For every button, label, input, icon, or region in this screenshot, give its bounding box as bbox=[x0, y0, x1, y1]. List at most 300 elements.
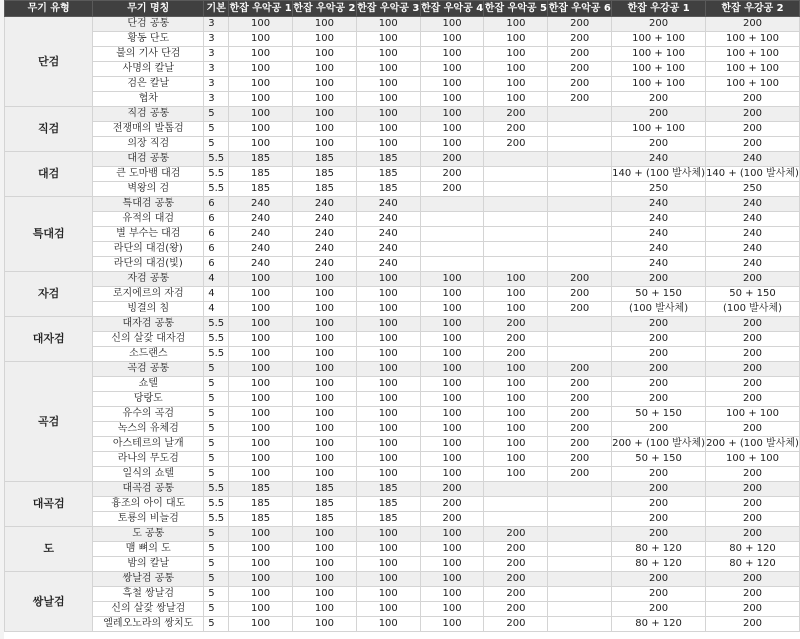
value-cell[interactable]: 240 bbox=[229, 197, 293, 212]
value-cell[interactable]: 100 + 100 bbox=[612, 32, 706, 47]
value-cell[interactable] bbox=[484, 257, 548, 272]
value-cell[interactable]: 100 bbox=[229, 317, 293, 332]
weapon-name-cell[interactable]: 도 공통 bbox=[93, 527, 204, 542]
value-cell[interactable]: 140 + (100 발사체) bbox=[706, 167, 800, 182]
value-cell[interactable]: 100 bbox=[484, 377, 548, 392]
value-cell[interactable]: 100 bbox=[356, 452, 420, 467]
value-cell[interactable]: 200 bbox=[612, 572, 706, 587]
value-cell[interactable]: 200 bbox=[706, 362, 800, 377]
value-cell[interactable]: 200 bbox=[612, 497, 706, 512]
column-header[interactable]: 한잡 우악공 4 bbox=[420, 1, 484, 17]
value-cell[interactable]: 100 bbox=[229, 62, 293, 77]
weapon-name-cell[interactable]: 맴 뼈의 도 bbox=[93, 542, 204, 557]
value-cell[interactable]: 240 bbox=[706, 212, 800, 227]
value-cell[interactable]: 100 bbox=[356, 467, 420, 482]
value-cell[interactable] bbox=[484, 182, 548, 197]
weapon-name-cell[interactable]: 황동 단도 bbox=[93, 32, 204, 47]
value-cell[interactable]: 200 bbox=[548, 407, 612, 422]
base-value-cell[interactable]: 5 bbox=[204, 137, 229, 152]
value-cell[interactable] bbox=[548, 347, 612, 362]
value-cell[interactable]: 200 bbox=[612, 362, 706, 377]
value-cell[interactable] bbox=[548, 542, 612, 557]
value-cell[interactable]: 100 bbox=[293, 407, 357, 422]
weapon-name-cell[interactable]: 당랑도 bbox=[93, 392, 204, 407]
value-cell[interactable] bbox=[548, 587, 612, 602]
weapon-type-cell[interactable]: 단검 bbox=[5, 17, 93, 107]
value-cell[interactable]: 240 bbox=[293, 212, 357, 227]
value-cell[interactable]: 100 bbox=[356, 572, 420, 587]
value-cell[interactable]: 100 bbox=[293, 587, 357, 602]
value-cell[interactable]: 200 bbox=[548, 467, 612, 482]
value-cell[interactable]: 100 bbox=[229, 452, 293, 467]
value-cell[interactable]: 240 bbox=[293, 197, 357, 212]
value-cell[interactable]: 200 bbox=[420, 152, 484, 167]
weapon-name-cell[interactable]: 벽왕의 검 bbox=[93, 182, 204, 197]
value-cell[interactable]: 100 bbox=[484, 92, 548, 107]
value-cell[interactable]: 185 bbox=[293, 497, 357, 512]
value-cell[interactable]: 240 bbox=[356, 242, 420, 257]
value-cell[interactable]: 200 bbox=[484, 107, 548, 122]
value-cell[interactable]: 200 bbox=[612, 467, 706, 482]
value-cell[interactable]: 100 bbox=[293, 422, 357, 437]
value-cell[interactable]: 100 bbox=[229, 467, 293, 482]
value-cell[interactable]: 100 bbox=[356, 92, 420, 107]
value-cell[interactable]: 100 bbox=[420, 467, 484, 482]
value-cell[interactable]: 100 bbox=[420, 302, 484, 317]
weapon-name-cell[interactable]: 불의 기사 단검 bbox=[93, 47, 204, 62]
base-value-cell[interactable]: 3 bbox=[204, 77, 229, 92]
value-cell[interactable] bbox=[484, 212, 548, 227]
value-cell[interactable]: 200 bbox=[612, 92, 706, 107]
value-cell[interactable]: 100 bbox=[293, 92, 357, 107]
value-cell[interactable]: 100 bbox=[293, 392, 357, 407]
value-cell[interactable]: 100 bbox=[420, 317, 484, 332]
value-cell[interactable]: 185 bbox=[229, 482, 293, 497]
value-cell[interactable]: 200 bbox=[484, 602, 548, 617]
value-cell[interactable]: 200 bbox=[706, 587, 800, 602]
value-cell[interactable]: 100 bbox=[293, 302, 357, 317]
value-cell[interactable]: 200 bbox=[612, 332, 706, 347]
value-cell[interactable]: 100 bbox=[293, 32, 357, 47]
weapon-name-cell[interactable]: 자검 공통 bbox=[93, 272, 204, 287]
value-cell[interactable]: 100 bbox=[293, 332, 357, 347]
base-value-cell[interactable]: 3 bbox=[204, 92, 229, 107]
weapon-name-cell[interactable]: 유수의 곡검 bbox=[93, 407, 204, 422]
value-cell[interactable] bbox=[548, 122, 612, 137]
value-cell[interactable]: 80 + 120 bbox=[612, 617, 706, 632]
value-cell[interactable]: 185 bbox=[356, 152, 420, 167]
weapon-name-cell[interactable]: 의장 직검 bbox=[93, 137, 204, 152]
value-cell[interactable]: 200 bbox=[612, 512, 706, 527]
value-cell[interactable]: 200 bbox=[612, 422, 706, 437]
value-cell[interactable]: 100 bbox=[229, 572, 293, 587]
value-cell[interactable] bbox=[548, 512, 612, 527]
value-cell[interactable]: 240 bbox=[706, 257, 800, 272]
value-cell[interactable]: 200 bbox=[484, 317, 548, 332]
value-cell[interactable]: 50 + 150 bbox=[612, 452, 706, 467]
value-cell[interactable]: 100 bbox=[356, 422, 420, 437]
value-cell[interactable] bbox=[420, 212, 484, 227]
value-cell[interactable]: 240 bbox=[356, 212, 420, 227]
weapon-name-cell[interactable]: 신의 살갗 쌍날검 bbox=[93, 602, 204, 617]
value-cell[interactable]: 100 bbox=[420, 557, 484, 572]
value-cell[interactable] bbox=[484, 497, 548, 512]
value-cell[interactable]: 240 bbox=[612, 242, 706, 257]
weapon-name-cell[interactable]: 대검 공통 bbox=[93, 152, 204, 167]
value-cell[interactable]: 100 bbox=[420, 77, 484, 92]
weapon-name-cell[interactable]: 유적의 대검 bbox=[93, 212, 204, 227]
weapon-type-cell[interactable]: 특대검 bbox=[5, 197, 93, 272]
weapon-name-cell[interactable]: 대자검 공통 bbox=[93, 317, 204, 332]
base-value-cell[interactable]: 5 bbox=[204, 617, 229, 632]
value-cell[interactable]: 240 bbox=[706, 227, 800, 242]
value-cell[interactable]: 185 bbox=[229, 152, 293, 167]
value-cell[interactable] bbox=[484, 242, 548, 257]
value-cell[interactable]: 100 bbox=[484, 77, 548, 92]
value-cell[interactable]: 100 bbox=[356, 407, 420, 422]
value-cell[interactable]: 200 bbox=[420, 497, 484, 512]
value-cell[interactable] bbox=[548, 557, 612, 572]
value-cell[interactable]: 200 bbox=[706, 527, 800, 542]
value-cell[interactable]: 140 + (100 발사체) bbox=[612, 167, 706, 182]
value-cell[interactable]: 240 bbox=[612, 152, 706, 167]
value-cell[interactable]: 100 bbox=[293, 617, 357, 632]
base-value-cell[interactable]: 5.5 bbox=[204, 332, 229, 347]
value-cell[interactable] bbox=[548, 242, 612, 257]
value-cell[interactable]: 100 bbox=[484, 47, 548, 62]
value-cell[interactable]: 240 bbox=[356, 227, 420, 242]
value-cell[interactable]: 100 bbox=[356, 347, 420, 362]
value-cell[interactable]: 100 + 100 bbox=[612, 122, 706, 137]
base-value-cell[interactable]: 6 bbox=[204, 227, 229, 242]
value-cell[interactable] bbox=[548, 182, 612, 197]
value-cell[interactable]: 240 bbox=[612, 197, 706, 212]
column-header[interactable]: 기본 bbox=[204, 1, 229, 17]
value-cell[interactable]: 100 bbox=[420, 62, 484, 77]
value-cell[interactable]: 100 bbox=[293, 317, 357, 332]
value-cell[interactable]: 100 bbox=[229, 377, 293, 392]
value-cell[interactable]: 100 bbox=[356, 272, 420, 287]
value-cell[interactable]: 100 bbox=[229, 32, 293, 47]
value-cell[interactable]: 200 bbox=[706, 377, 800, 392]
value-cell[interactable] bbox=[548, 227, 612, 242]
weapon-name-cell[interactable]: 빙결의 침 bbox=[93, 302, 204, 317]
value-cell[interactable]: 100 bbox=[484, 392, 548, 407]
value-cell[interactable]: 200 bbox=[420, 512, 484, 527]
weapon-name-cell[interactable]: 쇼텔 bbox=[93, 377, 204, 392]
value-cell[interactable] bbox=[548, 527, 612, 542]
value-cell[interactable]: 100 bbox=[293, 572, 357, 587]
value-cell[interactable]: 100 bbox=[420, 527, 484, 542]
value-cell[interactable]: 100 bbox=[420, 17, 484, 32]
base-value-cell[interactable]: 4 bbox=[204, 302, 229, 317]
value-cell[interactable]: 100 bbox=[356, 122, 420, 137]
value-cell[interactable]: 100 bbox=[229, 422, 293, 437]
value-cell[interactable]: 200 bbox=[548, 392, 612, 407]
value-cell[interactable]: 100 bbox=[293, 362, 357, 377]
weapon-name-cell[interactable]: 밤의 칼날 bbox=[93, 557, 204, 572]
base-value-cell[interactable]: 5 bbox=[204, 452, 229, 467]
weapon-name-cell[interactable]: 곡검 공통 bbox=[93, 362, 204, 377]
value-cell[interactable]: 100 bbox=[229, 137, 293, 152]
value-cell[interactable]: 100 bbox=[229, 17, 293, 32]
value-cell[interactable]: 100 bbox=[356, 437, 420, 452]
value-cell[interactable]: 100 bbox=[229, 527, 293, 542]
base-value-cell[interactable]: 5 bbox=[204, 542, 229, 557]
value-cell[interactable]: 200 bbox=[548, 62, 612, 77]
weapon-name-cell[interactable]: 대곡검 공통 bbox=[93, 482, 204, 497]
value-cell[interactable]: 100 bbox=[484, 422, 548, 437]
value-cell[interactable]: 80 + 120 bbox=[612, 557, 706, 572]
value-cell[interactable]: 200 bbox=[612, 317, 706, 332]
column-header[interactable]: 무기 명칭 bbox=[93, 1, 204, 17]
column-header[interactable]: 한잡 우강공 1 bbox=[612, 1, 706, 17]
value-cell[interactable] bbox=[548, 257, 612, 272]
value-cell[interactable]: 200 bbox=[706, 617, 800, 632]
value-cell[interactable]: 200 bbox=[706, 467, 800, 482]
value-cell[interactable]: 100 bbox=[356, 362, 420, 377]
weapon-name-cell[interactable]: 단검 공통 bbox=[93, 17, 204, 32]
weapon-name-cell[interactable]: 라단의 대검(왕) bbox=[93, 242, 204, 257]
value-cell[interactable]: 200 bbox=[612, 377, 706, 392]
base-value-cell[interactable]: 5 bbox=[204, 602, 229, 617]
weapon-name-cell[interactable]: 흉조의 아이 대도 bbox=[93, 497, 204, 512]
value-cell[interactable]: 200 bbox=[548, 362, 612, 377]
value-cell[interactable]: 100 bbox=[229, 92, 293, 107]
base-value-cell[interactable]: 3 bbox=[204, 62, 229, 77]
value-cell[interactable]: 100 bbox=[484, 467, 548, 482]
base-value-cell[interactable]: 5.5 bbox=[204, 497, 229, 512]
weapon-name-cell[interactable]: 토룡의 비늘검 bbox=[93, 512, 204, 527]
base-value-cell[interactable]: 5 bbox=[204, 557, 229, 572]
base-value-cell[interactable]: 4 bbox=[204, 272, 229, 287]
column-header[interactable]: 한잡 우악공 1 bbox=[229, 1, 293, 17]
value-cell[interactable]: 100 bbox=[356, 32, 420, 47]
base-value-cell[interactable]: 4 bbox=[204, 287, 229, 302]
value-cell[interactable] bbox=[484, 227, 548, 242]
weapon-type-cell[interactable]: 쌍날검 bbox=[5, 572, 93, 632]
value-cell[interactable]: 100 bbox=[356, 77, 420, 92]
value-cell[interactable]: 100 bbox=[484, 287, 548, 302]
weapon-name-cell[interactable]: 협차 bbox=[93, 92, 204, 107]
value-cell[interactable]: 200 bbox=[548, 287, 612, 302]
value-cell[interactable]: 100 bbox=[229, 437, 293, 452]
weapon-type-cell[interactable]: 직검 bbox=[5, 107, 93, 152]
column-header[interactable]: 한잡 우강공 2 bbox=[706, 1, 800, 17]
weapon-name-cell[interactable]: 소드랜스 bbox=[93, 347, 204, 362]
value-cell[interactable]: 100 bbox=[356, 302, 420, 317]
base-value-cell[interactable]: 6 bbox=[204, 242, 229, 257]
value-cell[interactable]: 100 + 100 bbox=[706, 77, 800, 92]
value-cell[interactable]: 100 bbox=[293, 347, 357, 362]
value-cell[interactable] bbox=[548, 332, 612, 347]
value-cell[interactable]: 200 bbox=[706, 572, 800, 587]
value-cell[interactable]: 100 + 100 bbox=[706, 452, 800, 467]
value-cell[interactable]: 100 bbox=[420, 542, 484, 557]
base-value-cell[interactable]: 6 bbox=[204, 212, 229, 227]
value-cell[interactable]: 200 + (100 발사체) bbox=[612, 437, 706, 452]
value-cell[interactable]: 100 bbox=[356, 47, 420, 62]
base-value-cell[interactable]: 5 bbox=[204, 377, 229, 392]
value-cell[interactable]: 200 bbox=[612, 347, 706, 362]
value-cell[interactable]: 100 bbox=[484, 302, 548, 317]
value-cell[interactable]: 240 bbox=[293, 257, 357, 272]
value-cell[interactable]: 100 bbox=[356, 137, 420, 152]
value-cell[interactable]: 100 bbox=[356, 587, 420, 602]
value-cell[interactable]: 250 bbox=[706, 182, 800, 197]
value-cell[interactable]: 100 bbox=[484, 362, 548, 377]
value-cell[interactable]: 100 + 100 bbox=[612, 47, 706, 62]
value-cell[interactable]: 240 bbox=[356, 257, 420, 272]
value-cell[interactable]: 100 bbox=[229, 362, 293, 377]
value-cell[interactable]: 200 bbox=[706, 512, 800, 527]
weapon-name-cell[interactable]: 녹스의 유체검 bbox=[93, 422, 204, 437]
value-cell[interactable] bbox=[420, 242, 484, 257]
value-cell[interactable]: 100 bbox=[229, 107, 293, 122]
value-cell[interactable]: 200 bbox=[612, 392, 706, 407]
weapon-name-cell[interactable]: 엘레오노라의 쌍치도 bbox=[93, 617, 204, 632]
weapon-type-cell[interactable]: 대자검 bbox=[5, 317, 93, 362]
value-cell[interactable]: 200 bbox=[706, 347, 800, 362]
value-cell[interactable] bbox=[548, 617, 612, 632]
value-cell[interactable]: 100 bbox=[420, 122, 484, 137]
weapon-name-cell[interactable]: 신의 살갗 대자검 bbox=[93, 332, 204, 347]
value-cell[interactable]: 100 bbox=[229, 392, 293, 407]
value-cell[interactable] bbox=[548, 482, 612, 497]
value-cell[interactable]: 100 bbox=[484, 272, 548, 287]
value-cell[interactable]: 200 bbox=[706, 332, 800, 347]
value-cell[interactable]: 100 bbox=[420, 587, 484, 602]
value-cell[interactable]: 240 bbox=[293, 242, 357, 257]
value-cell[interactable]: 80 + 120 bbox=[706, 557, 800, 572]
value-cell[interactable]: 100 bbox=[293, 467, 357, 482]
weapon-name-cell[interactable]: 라나의 무도검 bbox=[93, 452, 204, 467]
value-cell[interactable]: 100 bbox=[420, 437, 484, 452]
value-cell[interactable]: 100 bbox=[229, 332, 293, 347]
base-value-cell[interactable]: 5 bbox=[204, 392, 229, 407]
value-cell[interactable]: 100 bbox=[420, 362, 484, 377]
base-value-cell[interactable]: 5 bbox=[204, 122, 229, 137]
value-cell[interactable]: 200 bbox=[706, 602, 800, 617]
value-cell[interactable]: 100 bbox=[356, 332, 420, 347]
value-cell[interactable]: 240 bbox=[229, 227, 293, 242]
value-cell[interactable]: 100 bbox=[420, 407, 484, 422]
value-cell[interactable]: 200 bbox=[612, 137, 706, 152]
value-cell[interactable]: 100 bbox=[420, 347, 484, 362]
value-cell[interactable]: 100 bbox=[229, 347, 293, 362]
value-cell[interactable]: 100 bbox=[420, 47, 484, 62]
value-cell[interactable] bbox=[420, 197, 484, 212]
value-cell[interactable]: 100 bbox=[420, 272, 484, 287]
value-cell[interactable]: 100 bbox=[293, 287, 357, 302]
value-cell[interactable]: 200 bbox=[484, 557, 548, 572]
value-cell[interactable]: 240 bbox=[612, 227, 706, 242]
value-cell[interactable]: 240 bbox=[706, 152, 800, 167]
value-cell[interactable] bbox=[420, 257, 484, 272]
value-cell[interactable]: 185 bbox=[293, 512, 357, 527]
value-cell[interactable]: 200 bbox=[612, 107, 706, 122]
value-cell[interactable]: 200 bbox=[548, 272, 612, 287]
value-cell[interactable] bbox=[484, 152, 548, 167]
weapon-type-cell[interactable]: 곡검 bbox=[5, 362, 93, 482]
value-cell[interactable]: 100 bbox=[293, 272, 357, 287]
value-cell[interactable]: 100 bbox=[293, 122, 357, 137]
base-value-cell[interactable]: 5.5 bbox=[204, 167, 229, 182]
weapon-name-cell[interactable]: 큰 도마뱀 대검 bbox=[93, 167, 204, 182]
value-cell[interactable]: 200 bbox=[612, 272, 706, 287]
base-value-cell[interactable]: 5 bbox=[204, 467, 229, 482]
value-cell[interactable]: 100 bbox=[356, 617, 420, 632]
value-cell[interactable] bbox=[548, 152, 612, 167]
value-cell[interactable]: 200 bbox=[612, 527, 706, 542]
value-cell[interactable]: 185 bbox=[293, 182, 357, 197]
weapon-type-cell[interactable]: 자검 bbox=[5, 272, 93, 317]
value-cell[interactable]: 200 bbox=[706, 122, 800, 137]
value-cell[interactable] bbox=[420, 227, 484, 242]
value-cell[interactable] bbox=[484, 482, 548, 497]
weapon-name-cell[interactable]: 일식의 쇼텔 bbox=[93, 467, 204, 482]
value-cell[interactable]: 80 + 120 bbox=[706, 542, 800, 557]
value-cell[interactable]: 100 bbox=[420, 377, 484, 392]
value-cell[interactable]: 200 bbox=[484, 617, 548, 632]
value-cell[interactable]: 100 bbox=[484, 17, 548, 32]
value-cell[interactable]: 200 bbox=[548, 302, 612, 317]
value-cell[interactable]: 200 bbox=[548, 32, 612, 47]
value-cell[interactable] bbox=[548, 107, 612, 122]
value-cell[interactable]: 200 bbox=[706, 422, 800, 437]
value-cell[interactable]: 100 bbox=[356, 377, 420, 392]
value-cell[interactable]: 200 bbox=[484, 587, 548, 602]
value-cell[interactable]: 100 bbox=[293, 602, 357, 617]
value-cell[interactable]: 200 bbox=[420, 182, 484, 197]
value-cell[interactable] bbox=[484, 167, 548, 182]
value-cell[interactable]: 200 bbox=[548, 377, 612, 392]
weapon-name-cell[interactable]: 흑철 쌍날검 bbox=[93, 587, 204, 602]
value-cell[interactable]: 100 bbox=[229, 302, 293, 317]
value-cell[interactable] bbox=[484, 512, 548, 527]
base-value-cell[interactable]: 3 bbox=[204, 17, 229, 32]
value-cell[interactable]: 100 bbox=[229, 617, 293, 632]
value-cell[interactable]: 200 bbox=[420, 167, 484, 182]
column-header[interactable]: 한잡 우악공 5 bbox=[484, 1, 548, 17]
base-value-cell[interactable]: 5.5 bbox=[204, 347, 229, 362]
value-cell[interactable]: 240 bbox=[706, 197, 800, 212]
value-cell[interactable]: 100 bbox=[420, 287, 484, 302]
value-cell[interactable]: 100 + 100 bbox=[706, 47, 800, 62]
value-cell[interactable] bbox=[548, 197, 612, 212]
value-cell[interactable]: 240 bbox=[706, 242, 800, 257]
value-cell[interactable]: 185 bbox=[229, 182, 293, 197]
value-cell[interactable]: (100 발사체) bbox=[706, 302, 800, 317]
value-cell[interactable]: 50 + 150 bbox=[612, 407, 706, 422]
value-cell[interactable]: 200 + (100 발사체) bbox=[706, 437, 800, 452]
value-cell[interactable]: 100 bbox=[420, 92, 484, 107]
base-value-cell[interactable]: 5 bbox=[204, 437, 229, 452]
value-cell[interactable]: 200 bbox=[548, 17, 612, 32]
value-cell[interactable]: 100 bbox=[229, 272, 293, 287]
weapon-name-cell[interactable]: 직검 공통 bbox=[93, 107, 204, 122]
column-header[interactable]: 한잡 우악공 6 bbox=[548, 1, 612, 17]
value-cell[interactable]: 50 + 150 bbox=[612, 287, 706, 302]
value-cell[interactable]: 185 bbox=[293, 152, 357, 167]
value-cell[interactable] bbox=[484, 197, 548, 212]
weapon-name-cell[interactable]: 별 부수는 대검 bbox=[93, 227, 204, 242]
value-cell[interactable]: 200 bbox=[548, 47, 612, 62]
value-cell[interactable]: 200 bbox=[420, 482, 484, 497]
weapon-name-cell[interactable]: 사명의 칼날 bbox=[93, 62, 204, 77]
value-cell[interactable]: 200 bbox=[484, 122, 548, 137]
value-cell[interactable]: 185 bbox=[229, 512, 293, 527]
